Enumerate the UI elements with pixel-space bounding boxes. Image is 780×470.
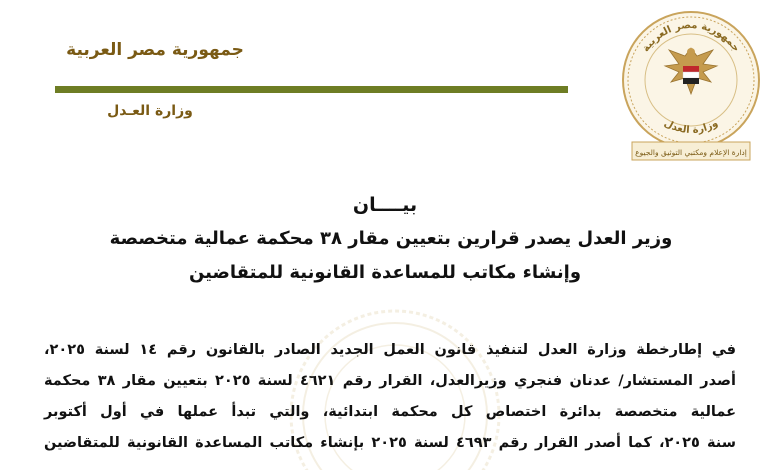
ministry-title: وزارة العـدل <box>107 103 193 119</box>
body-line-1: في إطارخطة وزارة العدل لتنفيذ قانون العمل الجديد الصادر بالقانون رقم ١٤ لسنة ٢٠٢٥، <box>44 342 736 358</box>
ministry-seal <box>618 8 764 164</box>
seal-top-text: جمهورية مصر العربية <box>640 19 742 55</box>
republic-title: جمهورية مصر العربية <box>66 40 244 60</box>
statement-heading: بيــــان <box>352 194 418 216</box>
flag-shield-icon <box>683 66 699 84</box>
seal-banner-text: إدارة الإعلام ومكتبي التوثيق والجيوع <box>635 148 747 157</box>
seal-bottom-text: وزارة العدل <box>662 117 720 136</box>
statement-title-line2: وإنشاء مكاتب للمساعدة القانونية للمتقاضين <box>188 262 582 283</box>
body-line-3: عمالية متخصصة بدائرة اختصاص كل محكمة ابتدائية، والتي تبدأ عملها في أول أكتوبر <box>44 404 736 420</box>
header-divider <box>55 86 568 93</box>
body-line-2: أصدر المستشار/ عدنان فنجري وزيرالعدل، القرار رقم ٤٦٢١ لسنة ٢٠٢٥ بتعيين مقار ٣٨ محكمة <box>44 373 736 389</box>
body-line-4: سنة ٢٠٢٥، كما أصدر القرار رقم ٤٦٩٣ لسنة ٢٠٢٥ بإنشاء مكاتب المساعدة القانونية للمتقاضين <box>44 435 736 451</box>
statement-title-line1: وزير العدل يصدر قرارين بتعيين مقار ٣٨ محكمة عمالية متخصصة <box>109 228 673 249</box>
